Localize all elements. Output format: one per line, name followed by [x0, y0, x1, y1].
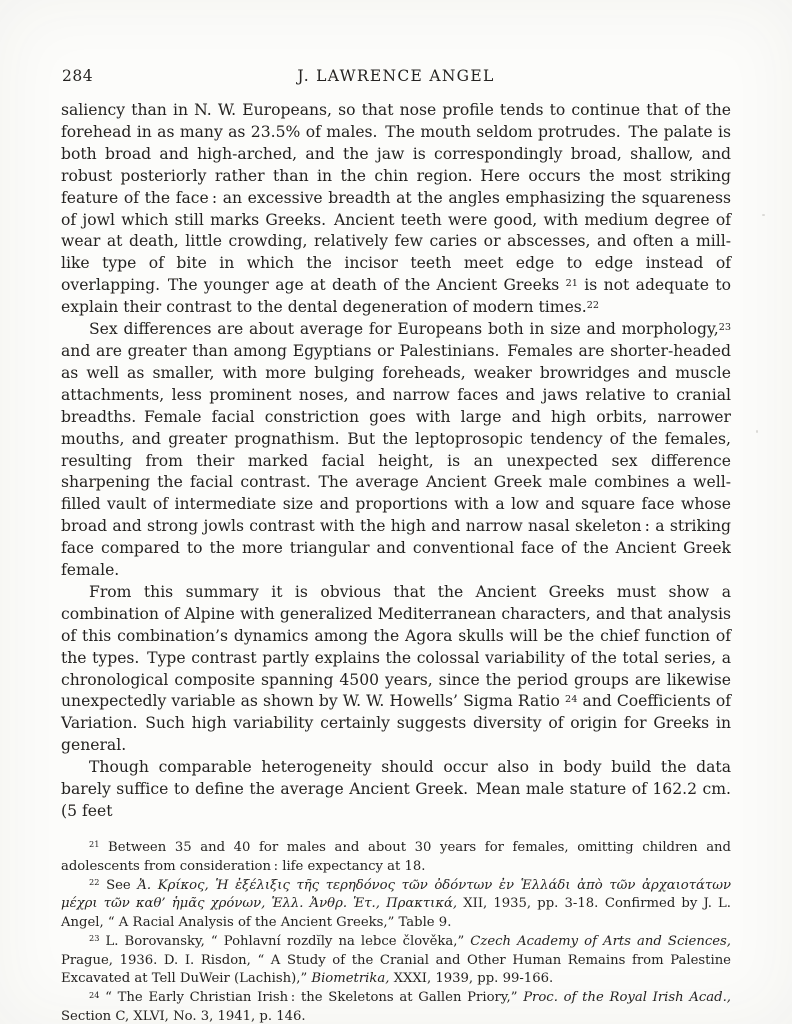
- footnote-marker: 21: [89, 839, 100, 850]
- text-run: “ The Early Christian Irish : the Skeletons at Gallen Priory,”: [105, 990, 524, 1006]
- footnote-reference: 24: [565, 694, 578, 706]
- text-run: saliency than in N. W. Europeans, so that nose profile tends to continue that of the forehead in as many as 23.5% of males. The mouth seldom protrudes. The palate is both broad and high-arched, and the jaw is correspondingly broad, shallow, and robust posteriorly rather than in the chin region. Here occurs the most striking feature of the face : an excessive breadth at the angles emphasizing the squareness of jowl which still marks Greeks. Ancient teeth were good, with medium degree of wear at death, little crowding, relatively few caries or abscesses, and often a mill-like type of bite in which the incisor teeth meet edge to edge instead of overlapping. The younger age at death of the Ancient Greeks: [61, 101, 731, 295]
- italic-citation-text: Czech Academy of Arts and Sciences,: [470, 933, 731, 949]
- footnote: [61, 839, 731, 877]
- page-number: 284: [62, 67, 94, 85]
- body-paragraph: [61, 582, 731, 757]
- text-run: Section C, XLVI, No. 3, 1941, p. 146.: [61, 1009, 306, 1024]
- text-run: Between 35 and 40 for males and about 30 years for females, omitting children and adolescents from consideration : life expectancy at 18.: [61, 839, 731, 874]
- text-run: and Coefficients of Variation. Such high variability certainly suggests diversity of origin for Greeks in general.: [61, 692, 731, 755]
- text-run: XXXI, 1939, pp. 99-166.: [389, 971, 554, 987]
- text-run: Sex differences are about average for Europeans both in size and morphology,: [89, 320, 719, 339]
- scan-artifact: [756, 430, 758, 433]
- text-run: From this summary it is obvious that the Ancient Greeks must show a combination of Alpine with generalized Mediterranean characters, and that analysis of this combination’s dynamics among the Agora skulls will be the chief function of the types. Type contrast partly explains the colossal variability of the total series, a chronological composite spanning 4500 years, since the period groups are likewise unexpectedly variable as shown by W. W. Howells’ Sigma Ratio: [61, 582, 731, 711]
- scan-artifact: [762, 214, 765, 216]
- footnote-marker: 22: [89, 877, 100, 888]
- article-body: [61, 100, 731, 823]
- italic-citation-text: Proc. of the Royal Irish Acad.,: [523, 990, 731, 1006]
- text-run: See: [106, 877, 138, 893]
- footnote-reference: 23: [718, 322, 731, 334]
- body-paragraph: [61, 100, 731, 319]
- text-run: and are greater than among Egyptians or Palestinians. Females are shorter-headed as well as smaller, with more bulging foreheads, weaker browridges and muscle attachments, less prominent noses, and narrow faces and jaws relative to cranial breadths. Female facial constriction goes with large and high orbits, narrower mouths, and greater prognathism. But the leptoprosopic tendency of the females, resulting from their marked facial height, is an unexpected sex difference sharpening the facial contrast. The average Ancient Greek male combines a well-filled vault of intermediate size and proportions with a low and square face whose broad and strong jowls contrast with the high and narrow nasal skeleton : a striking face compared to the more triangular and conventional face of the Ancient Greek female.: [61, 341, 731, 580]
- footnote: [61, 933, 731, 989]
- body-paragraph: [61, 319, 731, 582]
- footnote-reference: 22: [586, 300, 600, 312]
- greek-citation-text: Ἀ. Κρίκος, Ἡ ἐξέλιξις τῆς τερηδόνος τῶν ὀδόντων ἐν Ἑλλάδι ἀπὸ τῶν ἀρχαιοτάτων μέχρι τῶν καθ’ ἡμᾶς χρόνων, Ἑλλ. Ἀνθρ. Ἑτ., Πρακτικά,: [61, 877, 731, 912]
- footnote-marker: 23: [89, 933, 100, 944]
- footnote-marker: 24: [89, 989, 100, 1000]
- footnote: [61, 989, 731, 1024]
- text-run: XII, 1935, pp. 3-18. Confirmed by J. L. Angel, “ A Racial Analysis of the Ancient Greeks,” Table 9.: [61, 896, 731, 931]
- text-block: [61, 67, 731, 1024]
- text-run: Prague, 1936. D. I. Risdon, “ A Study of the Cranial and Other Human Remains from Palestine Excavated at Tell DuWeir (Lachish),”: [61, 952, 731, 987]
- page-header: [61, 67, 731, 87]
- text-run: is not adequate to explain their contrast to the dental degeneration of modern times.: [61, 276, 731, 317]
- footnote-reference: 21: [565, 278, 578, 290]
- footnote: [61, 877, 731, 933]
- text-run: Though comparable heterogeneity should occur also in body build the data barely suffice to define the average Ancient Greek. Mean male stature of 162.2 cm. (5 feet: [61, 758, 731, 820]
- body-paragraph: [61, 757, 731, 823]
- footnotes-section: [61, 839, 731, 1024]
- text-run: L. Borovansky, “ Pohlavní rozdĭly na lebce člověka,”: [105, 933, 471, 949]
- italic-citation-text: Biometrika,: [311, 971, 390, 987]
- running-head: J. LAWRENCE ANGEL: [297, 67, 495, 85]
